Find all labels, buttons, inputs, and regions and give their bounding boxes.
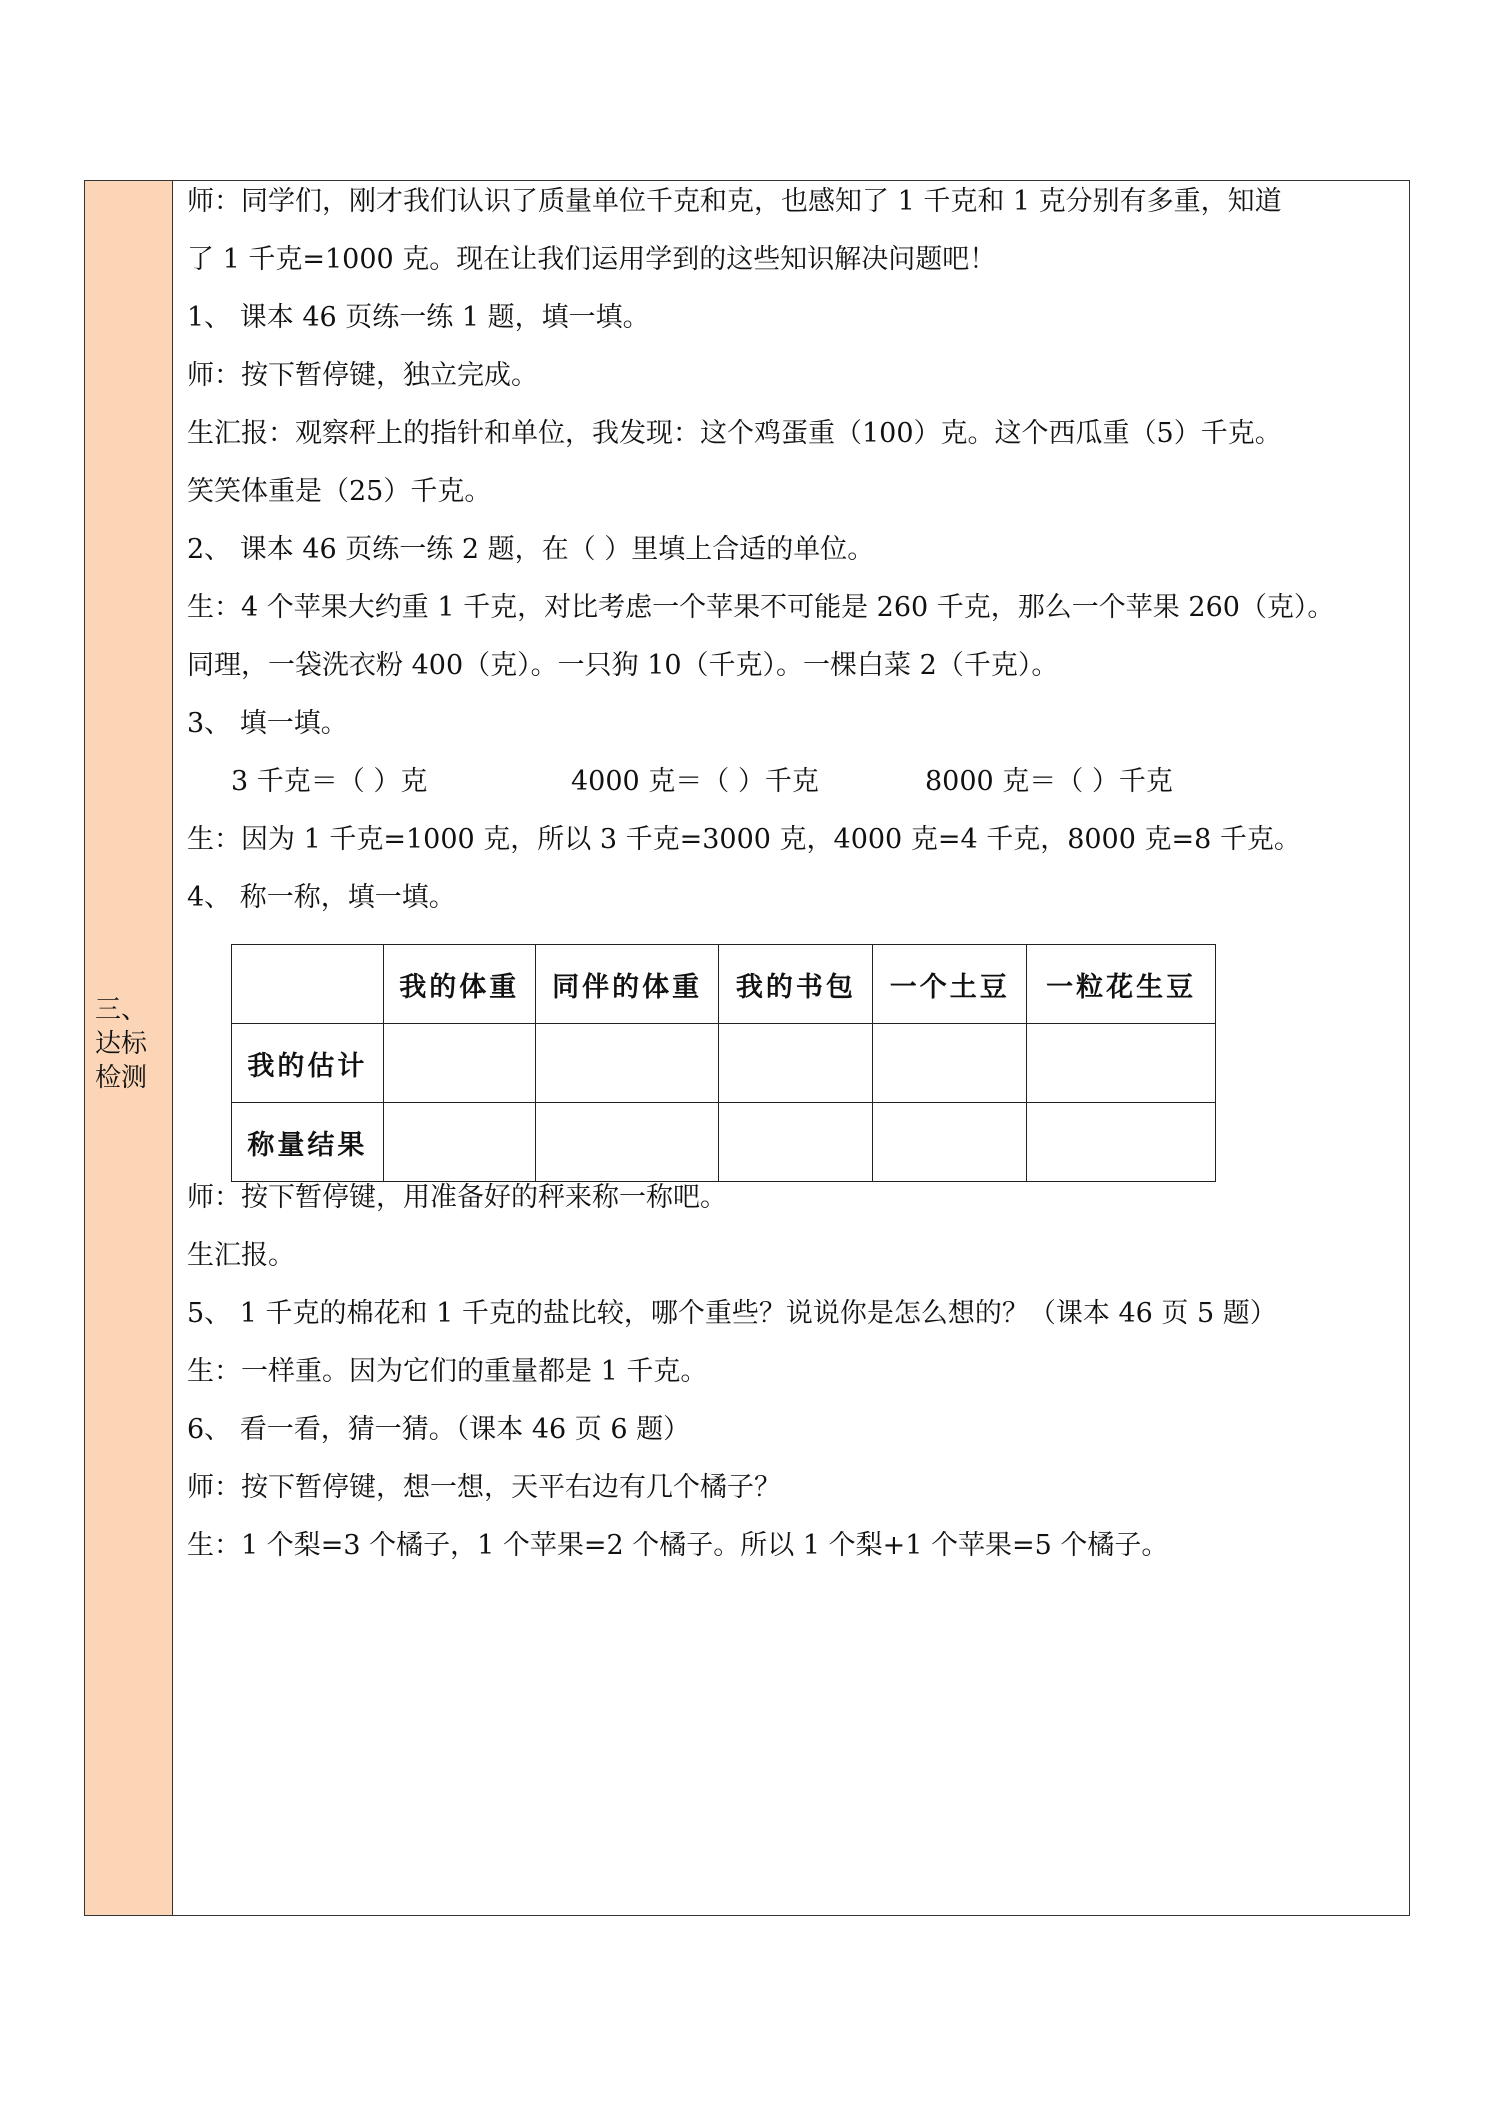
table-cell <box>719 1024 873 1103</box>
table-cell <box>535 1024 719 1103</box>
table-header-cell: 我的体重 <box>383 945 535 1024</box>
text-line: 生汇报：观察秤上的指针和单位，我发现：这个鸡蛋重（100）克。这个西瓜重（5）千克。 <box>187 418 1282 449</box>
table-header-row <box>232 945 1216 1024</box>
text-line: 了 1 千克=1000 克。现在让我们运用学到的这些知识解决问题吧！ <box>187 244 997 275</box>
table-row-label: 称量结果 <box>232 1103 384 1182</box>
text-line: 师：同学们，刚才我们认识了质量单位千克和克，也感知了 1 千克和 1 克分别有多重，知道 <box>187 186 1282 217</box>
lesson-table-frame <box>84 180 1410 1916</box>
table-header-cell: 一粒花生豆 <box>1027 945 1216 1024</box>
text-line: 1、 课本 46 页练一练 1 题，填一填。 <box>187 302 650 333</box>
text-line: 同理，一袋洗衣粉 400（克）。一只狗 10（千克）。一棵白菜 2（千克）。 <box>187 650 1059 681</box>
weight-table <box>231 944 1216 1182</box>
table-header-cell: 同伴的体重 <box>535 945 719 1024</box>
table-cell <box>719 1103 873 1182</box>
text-line: 4、 称一称，填一填。 <box>187 882 456 913</box>
content-cell <box>173 181 1409 1915</box>
text-line: 生：一样重。因为它们的重量都是 1 千克。 <box>187 1356 708 1387</box>
text-line: 生：因为 1 千克=1000 克，所以 3 千克=3000 克，4000 克=4 千克，8000 克=8 千克。 <box>187 824 1301 855</box>
table-row <box>232 1103 1216 1182</box>
table-row-label: 我的估计 <box>232 1024 384 1103</box>
table-cell <box>873 1024 1027 1103</box>
text-line: 6、 看一看，猜一猜。（课本 46 页 6 题） <box>187 1414 691 1445</box>
equation-1: 3 千克＝（ ）克 <box>231 766 428 797</box>
table-cell <box>383 1103 535 1182</box>
text-line: 生汇报。 <box>187 1240 295 1271</box>
text-line: 3、 填一填。 <box>187 708 348 739</box>
text-line: 师：按下暂停键，想一想，天平右边有几个橘子？ <box>187 1472 781 1503</box>
table-cell <box>1027 1024 1216 1103</box>
section-label: 三、 达标 检测 <box>95 995 148 1093</box>
table-cell <box>873 1103 1027 1182</box>
table-header-cell: 我的书包 <box>719 945 873 1024</box>
text-line: 生：4 个苹果大约重 1 千克，对比考虑一个苹果不可能是 260 千克，那么一个苹果 260（克）。 <box>187 592 1335 623</box>
text-line: 生：1 个梨=3 个橘子，1 个苹果=2 个橘子。所以 1 个梨+1 个苹果=5 个橘子。 <box>187 1530 1169 1561</box>
table-cell <box>535 1103 719 1182</box>
equation-3: 8000 克＝（ ）千克 <box>925 766 1173 797</box>
section-cell <box>85 181 173 1915</box>
table-row <box>232 1024 1216 1103</box>
table-cell <box>383 1024 535 1103</box>
table-header-cell: 一个土豆 <box>873 945 1027 1024</box>
equation-2: 4000 克＝（ ）千克 <box>571 766 819 797</box>
text-line: 5、 1 千克的棉花和 1 千克的盐比较，哪个重些？说说你是怎么想的？（课本 46 页 5 题） <box>187 1298 1277 1329</box>
text-line: 师：按下暂停键，独立完成。 <box>187 360 538 391</box>
table-header-cell <box>232 945 384 1024</box>
text-line: 笑笑体重是（25）千克。 <box>187 476 492 507</box>
text-line: 师：按下暂停键，用准备好的秤来称一称吧。 <box>187 1182 727 1213</box>
text-line: 2、 课本 46 页练一练 2 题，在（ ）里填上合适的单位。 <box>187 534 875 565</box>
table-cell <box>1027 1103 1216 1182</box>
